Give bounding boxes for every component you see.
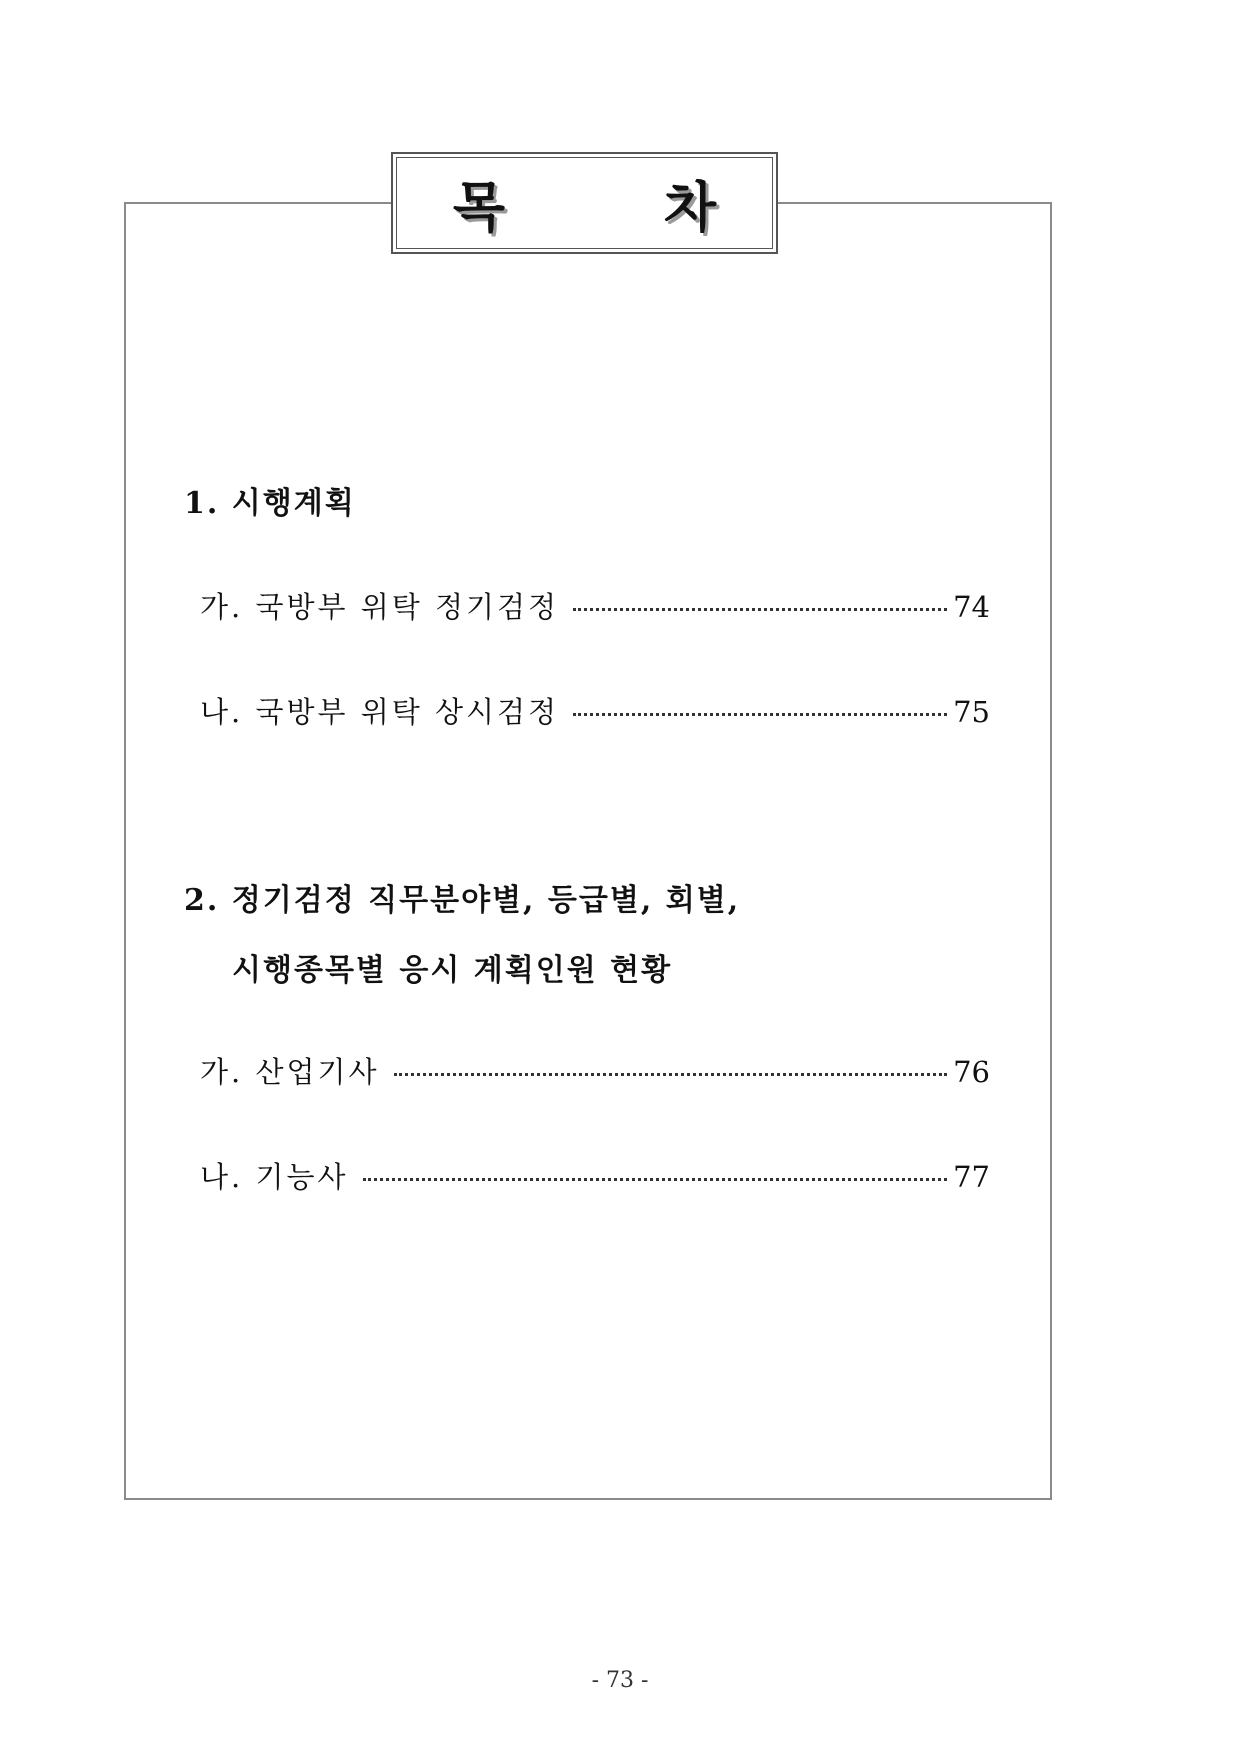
leader-dots bbox=[573, 713, 947, 716]
toc-frame bbox=[124, 202, 1052, 1500]
toc-entry[interactable] bbox=[200, 1155, 990, 1196]
toc-entry[interactable] bbox=[200, 690, 990, 731]
toc-title-inner bbox=[396, 157, 787, 249]
section-1-heading: 1. 시행계획 bbox=[184, 486, 356, 521]
toc-entry-page: 76 bbox=[953, 1055, 990, 1089]
toc-title-box bbox=[391, 152, 787, 254]
toc-entry-label: 나. 기능사 bbox=[200, 1160, 349, 1194]
leader-dots bbox=[573, 608, 947, 611]
toc-entry-label: 나. 국방부 위탁 상시검정 bbox=[200, 695, 560, 729]
section-2-heading-line1: 2. 정기검정 직무분야별, 등급별, 회별, bbox=[184, 883, 741, 918]
section-2-heading-line2: 시행종목별 응시 계획인원 현황 bbox=[232, 953, 673, 988]
toc-entry-page: 77 bbox=[953, 1160, 990, 1194]
leader-dots bbox=[394, 1073, 948, 1076]
toc-entry-page: 75 bbox=[953, 695, 990, 729]
toc-entry-page: 74 bbox=[953, 590, 990, 624]
leader-dots bbox=[363, 1178, 948, 1181]
toc-title: 목 차 bbox=[452, 175, 787, 239]
page-number: - 73 - bbox=[591, 1668, 649, 1693]
toc-entry-label: 가. 산업기사 bbox=[200, 1055, 380, 1089]
toc-entry-label: 가. 국방부 위탁 정기검정 bbox=[200, 590, 560, 624]
toc-entry[interactable] bbox=[200, 1050, 990, 1091]
toc-entry[interactable] bbox=[200, 585, 990, 626]
